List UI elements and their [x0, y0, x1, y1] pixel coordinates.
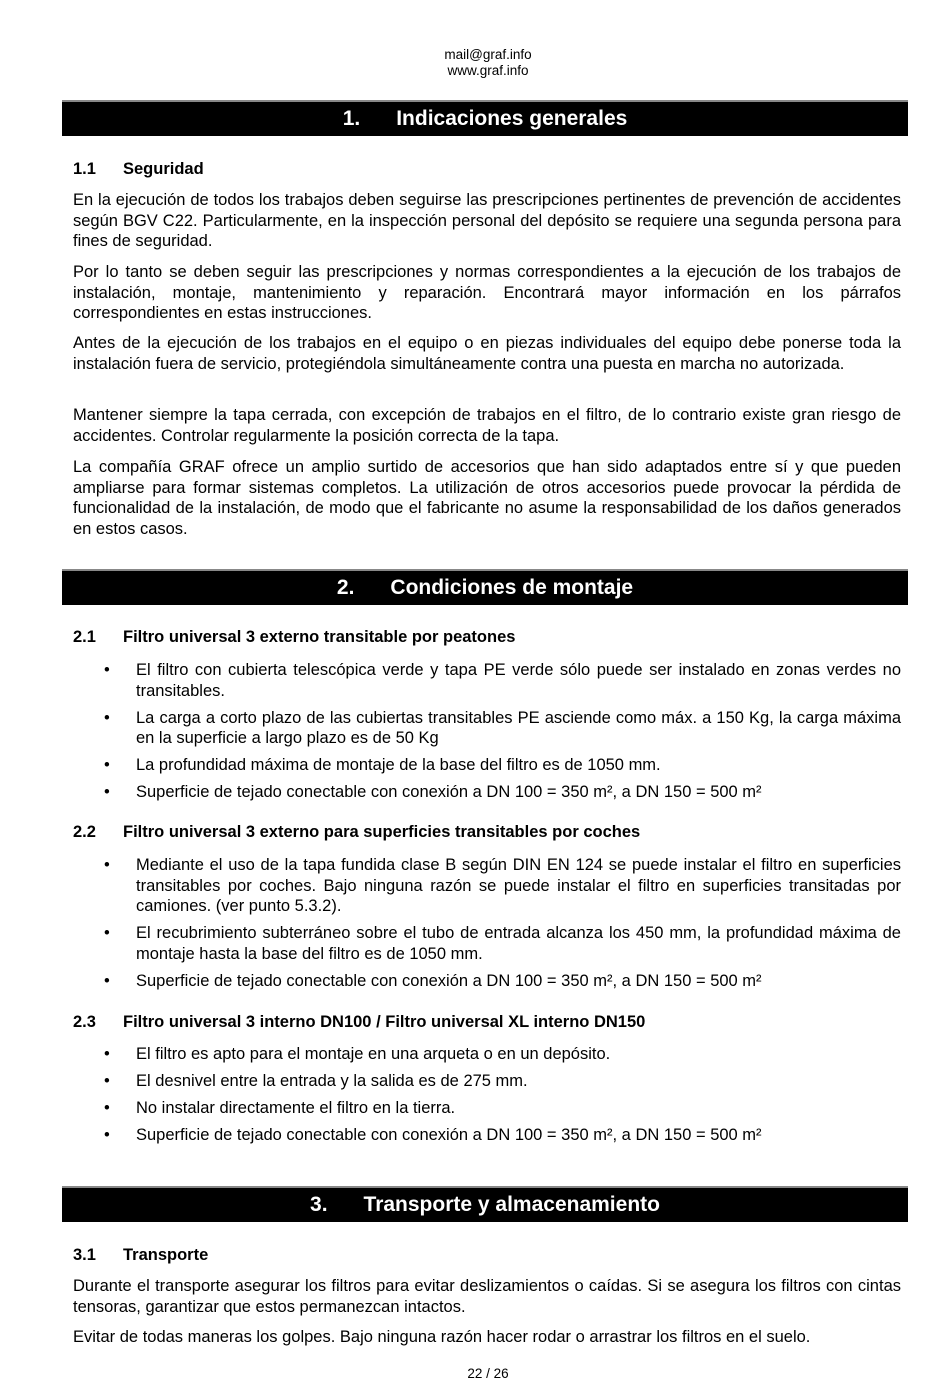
section-heading-1 [62, 100, 908, 136]
list-item: • La profundidad máxima de montaje de la base del filtro es de 1050 mm. [73, 755, 901, 776]
bullet-list [73, 1044, 901, 1152]
bullet-list [73, 855, 901, 998]
subsection-number: 2.3 [73, 1013, 96, 1031]
section-title: Transporte y almacenamiento [363, 1193, 660, 1216]
list-item: • Superficie de tejado conectable con conexión a DN 100 = 350 m², a DN 150 = 500 m² [73, 782, 901, 803]
list-item: • Superficie de tejado conectable con conexión a DN 100 = 350 m², a DN 150 = 500 m² [73, 971, 901, 992]
paragraph: La compañía GRAF ofrece un amplio surtido de accesorios que han sido adaptados entre sí y que pueden ampliarse para formar sistemas completos. La utilización de otros accesorios puede provocar la pérdida de funcionalidad de la instalación, de modo que el fabricante no asume la responsabilidad de los daños generados en estos casos. [73, 458, 901, 538]
section-number: 1. [342, 107, 361, 130]
subsection-heading-1-1 [73, 159, 204, 179]
list-item: • La carga a corto plazo de las cubiertas transitables PE asciende como máx. a 150 Kg, la carga máxima en la superficie a largo plazo es de 50 Kg [73, 708, 901, 749]
paragraph: Antes de la ejecución de los trabajos en el equipo o en piezas individuales del equipo debe ponerse toda la instalación fuera de servicio, protegiéndola simultáneamente contra una puesta en marcha no autorizada. [73, 334, 901, 373]
subsection-number: 1.1 [73, 160, 96, 178]
page-number: 22 / 26 [467, 1366, 509, 1381]
subsection-title: Filtro universal 3 externo transitable por peatones [123, 628, 516, 646]
subsection-title: Seguridad [123, 160, 204, 178]
list-item: • Superficie de tejado conectable con conexión a DN 100 = 350 m², a DN 150 = 500 m² [73, 1125, 901, 1146]
subsection-heading-2-3 [73, 1012, 645, 1032]
section-heading-2 [62, 569, 908, 605]
paragraph: Mantener siempre la tapa cerrada, con excepción de trabajos en el filtro, de lo contrario existe gran riesgo de accidentes. Controlar regularmente la posición correcta de la tapa. [73, 406, 901, 445]
bullet-list [73, 660, 901, 809]
section-title: Indicaciones generales [396, 107, 628, 130]
subsection-heading-3-1 [73, 1245, 208, 1265]
paragraph: Por lo tanto se deben seguir las prescripciones y normas correspondientes a la ejecución de los trabajos de instalación, montaje, mantenimiento y reparación. Encontrará mayor información en los párrafos correspondientes en estas instrucciones. [73, 263, 901, 322]
subsection-number: 3.1 [73, 1246, 96, 1264]
list-item: • No instalar directamente el filtro en la tierra. [73, 1098, 901, 1119]
subsection-title: Filtro universal 3 interno DN100 / Filtro universal XL interno DN150 [123, 1013, 646, 1031]
subsection-number: 2.2 [73, 823, 96, 841]
paragraph: Evitar de todas maneras los golpes. Bajo ninguna razón hacer rodar o arrastrar los filtros en el suelo. [73, 1328, 811, 1346]
list-item: • El desnivel entre la entrada y la salida es de 275 mm. [73, 1071, 901, 1092]
section-number: 2. [336, 576, 355, 599]
list-item: • Mediante el uso de la tapa fundida clase B según DIN EN 124 se puede instalar el filtro en superficies transitables por coches. Bajo ninguna razón se puede instalar el filtro en superficies transitadas por camiones. (ver punto 5.3.2). [73, 855, 901, 917]
list-item: • El recubrimiento subterráneo sobre el tubo de entrada alcanza los 450 mm, la profundidad máxima de montaje hasta la base del filtro es de 1050 mm. [73, 923, 901, 964]
header-email: mail@graf.info [444, 47, 532, 62]
subsection-heading-2-2 [73, 822, 640, 842]
header-website: www.graf.info [447, 63, 529, 78]
paragraph: Durante el transporte asegurar los filtros para evitar deslizamientos o caídas. Si se asegura los filtros con cintas tensoras, garantizar que estos permanezcan intactos. [73, 1277, 901, 1316]
section-title: Condiciones de montaje [390, 576, 634, 599]
subsection-heading-2-1 [73, 627, 515, 647]
list-item: • El filtro con cubierta telescópica verde y tapa PE verde sólo puede ser instalado en zonas verdes no transitables. [73, 660, 901, 701]
subsection-title: Filtro universal 3 externo para superficies transitables por coches [123, 823, 641, 841]
section-heading-3 [62, 1186, 908, 1222]
paragraph: En la ejecución de todos los trabajos deben seguirse las prescripciones pertinentes de prevención de accidentes según BGV C22. Particularmente, en la inspección personal del depósito se requiere una segunda persona para fines de seguridad. [73, 191, 901, 250]
subsection-number: 2.1 [73, 628, 96, 646]
list-item: • El filtro es apto para el montaje en una arqueta o en un depósito. [73, 1044, 901, 1065]
subsection-title: Transporte [123, 1246, 209, 1264]
section-number: 3. [310, 1193, 328, 1216]
header-contact [0, 47, 950, 79]
